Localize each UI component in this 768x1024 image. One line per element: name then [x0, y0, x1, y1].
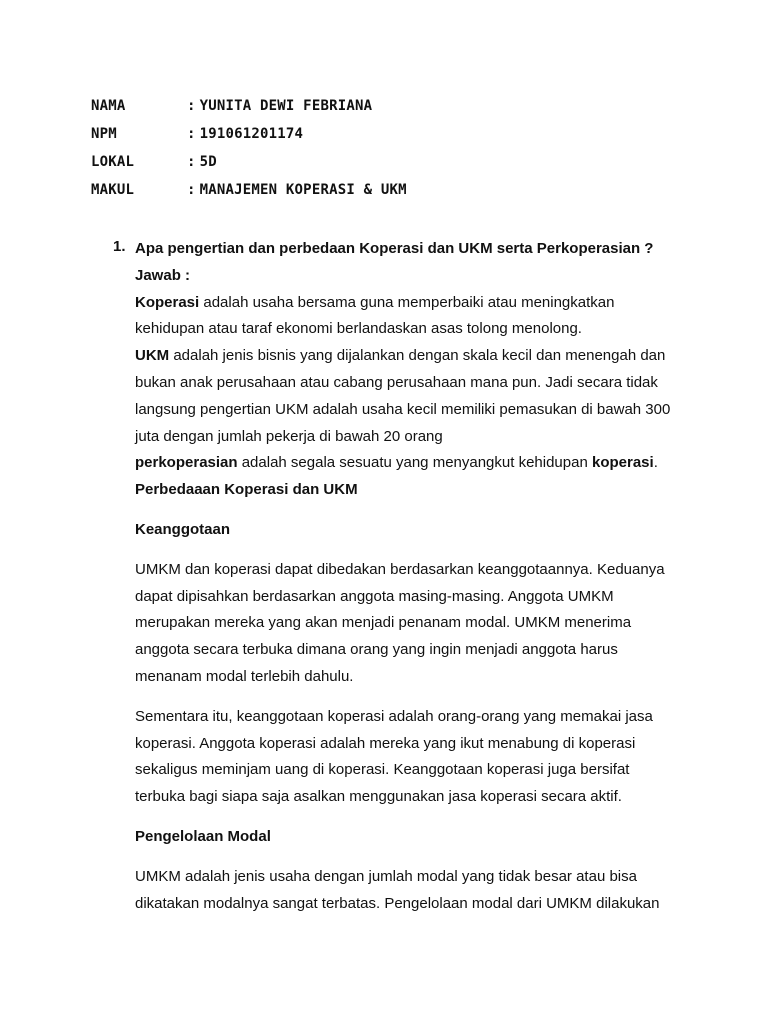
term-koperasi: Koperasi: [135, 293, 200, 311]
paragraph-line: koperasi. Anggota koperasi adalah mereka yang ikut menabung di koperasi: [135, 734, 636, 752]
paragraph-line: terbuka bagi siapa saja asalkan menggunakan jasa koperasi secara aktif.: [135, 788, 622, 806]
perbedaan-heading: Perbedaaan Koperasi dan UKM: [135, 481, 358, 499]
paragraph-line: Sementara itu, keanggotaan koperasi adalah orang-orang yang memakai jasa: [135, 707, 653, 725]
paragraph-line: dapat dipisahkan berdasarkan anggota masing-masing. Anggota UMKM: [135, 587, 614, 605]
header-separator: :: [187, 126, 196, 142]
text-span: adalah usaha bersama guna memperbaiki atau meningkatkan: [199, 293, 615, 311]
question-number: 1.: [113, 238, 126, 255]
paragraph-line: anggota secara terbuka dimana orang yang ingin menjadi anggota harus: [135, 641, 618, 659]
paragraph-line: kehidupan atau taraf ekonomi berlandaskan asas tolong menolong.: [135, 320, 582, 338]
paragraph-line: bukan anak perusahaan atau cabang perusahaan mana pun. Jadi secara tidak: [135, 373, 658, 391]
question-text: Apa pengertian dan perbedaan Koperasi dan UKM serta Perkoperasian ?: [135, 240, 654, 257]
perkoperasian-definition-line: [135, 450, 695, 477]
answer-label: Jawab :: [135, 266, 191, 284]
header-row-lokal: [91, 148, 407, 176]
header-row-nama: [91, 92, 407, 120]
answer-body: [135, 236, 695, 917]
paragraph-line: merupakan mereka yang akan menjadi penanam modal. UMKM menerima: [135, 614, 632, 632]
header-row-makul: [91, 176, 407, 204]
header-separator: :: [187, 182, 196, 198]
header-label: MAKUL: [91, 182, 135, 198]
paragraph-line: juta dengan jumlah pekerja di bawah 20 orang: [135, 427, 443, 445]
paragraph-line: sekaligus meminjam uang di koperasi. Keanggotaan koperasi juga bersifat: [135, 761, 630, 779]
header-value: 191061201174: [199, 126, 304, 142]
header-label: NPM: [91, 126, 117, 142]
header-label: NAMA: [91, 98, 126, 114]
keanggotaan-heading: Keanggotaan: [135, 520, 231, 538]
paragraph-line: UMKM adalah jenis usaha dengan jumlah modal yang tidak besar atau bisa: [135, 867, 637, 885]
header-separator: :: [187, 154, 196, 170]
term-perkoperasian: perkoperasian: [135, 454, 238, 472]
header-value: MANAJEMEN KOPERASI & UKM: [199, 182, 407, 198]
paragraph-line: UMKM dan koperasi dapat dibedakan berdasarkan keanggotaannya. Keduanya: [135, 560, 665, 578]
term-ukm: UKM: [135, 347, 170, 365]
paragraph-line: dikatakan modalnya sangat terbatas. Pengelolaan modal dari UMKM dilakukan: [135, 894, 660, 912]
pengelolaan-modal-heading: Pengelolaan Modal: [135, 827, 271, 845]
koperasi-definition-line: [135, 290, 695, 317]
header-label: LOKAL: [91, 154, 135, 170]
identity-header: [91, 92, 407, 204]
header-separator: :: [187, 98, 196, 114]
header-value: 5D: [199, 154, 217, 170]
paragraph-line: langsung pengertian UKM adalah usaha kecil memiliki pemasukan di bawah 300: [135, 400, 671, 418]
text-span: adalah jenis bisnis yang dijalankan dengan skala kecil dan menengah dan: [169, 347, 666, 365]
text-span: adalah segala sesuatu yang menyangkut kehidupan: [237, 454, 592, 472]
ukm-definition-line: [135, 343, 695, 370]
header-row-npm: [91, 120, 407, 148]
header-value: YUNITA DEWI FEBRIANA: [199, 98, 373, 114]
text-span: .: [653, 454, 658, 472]
paragraph-line: menanam modal terlebih dahulu.: [135, 667, 354, 685]
term-koperasi-inline: koperasi: [591, 454, 654, 472]
